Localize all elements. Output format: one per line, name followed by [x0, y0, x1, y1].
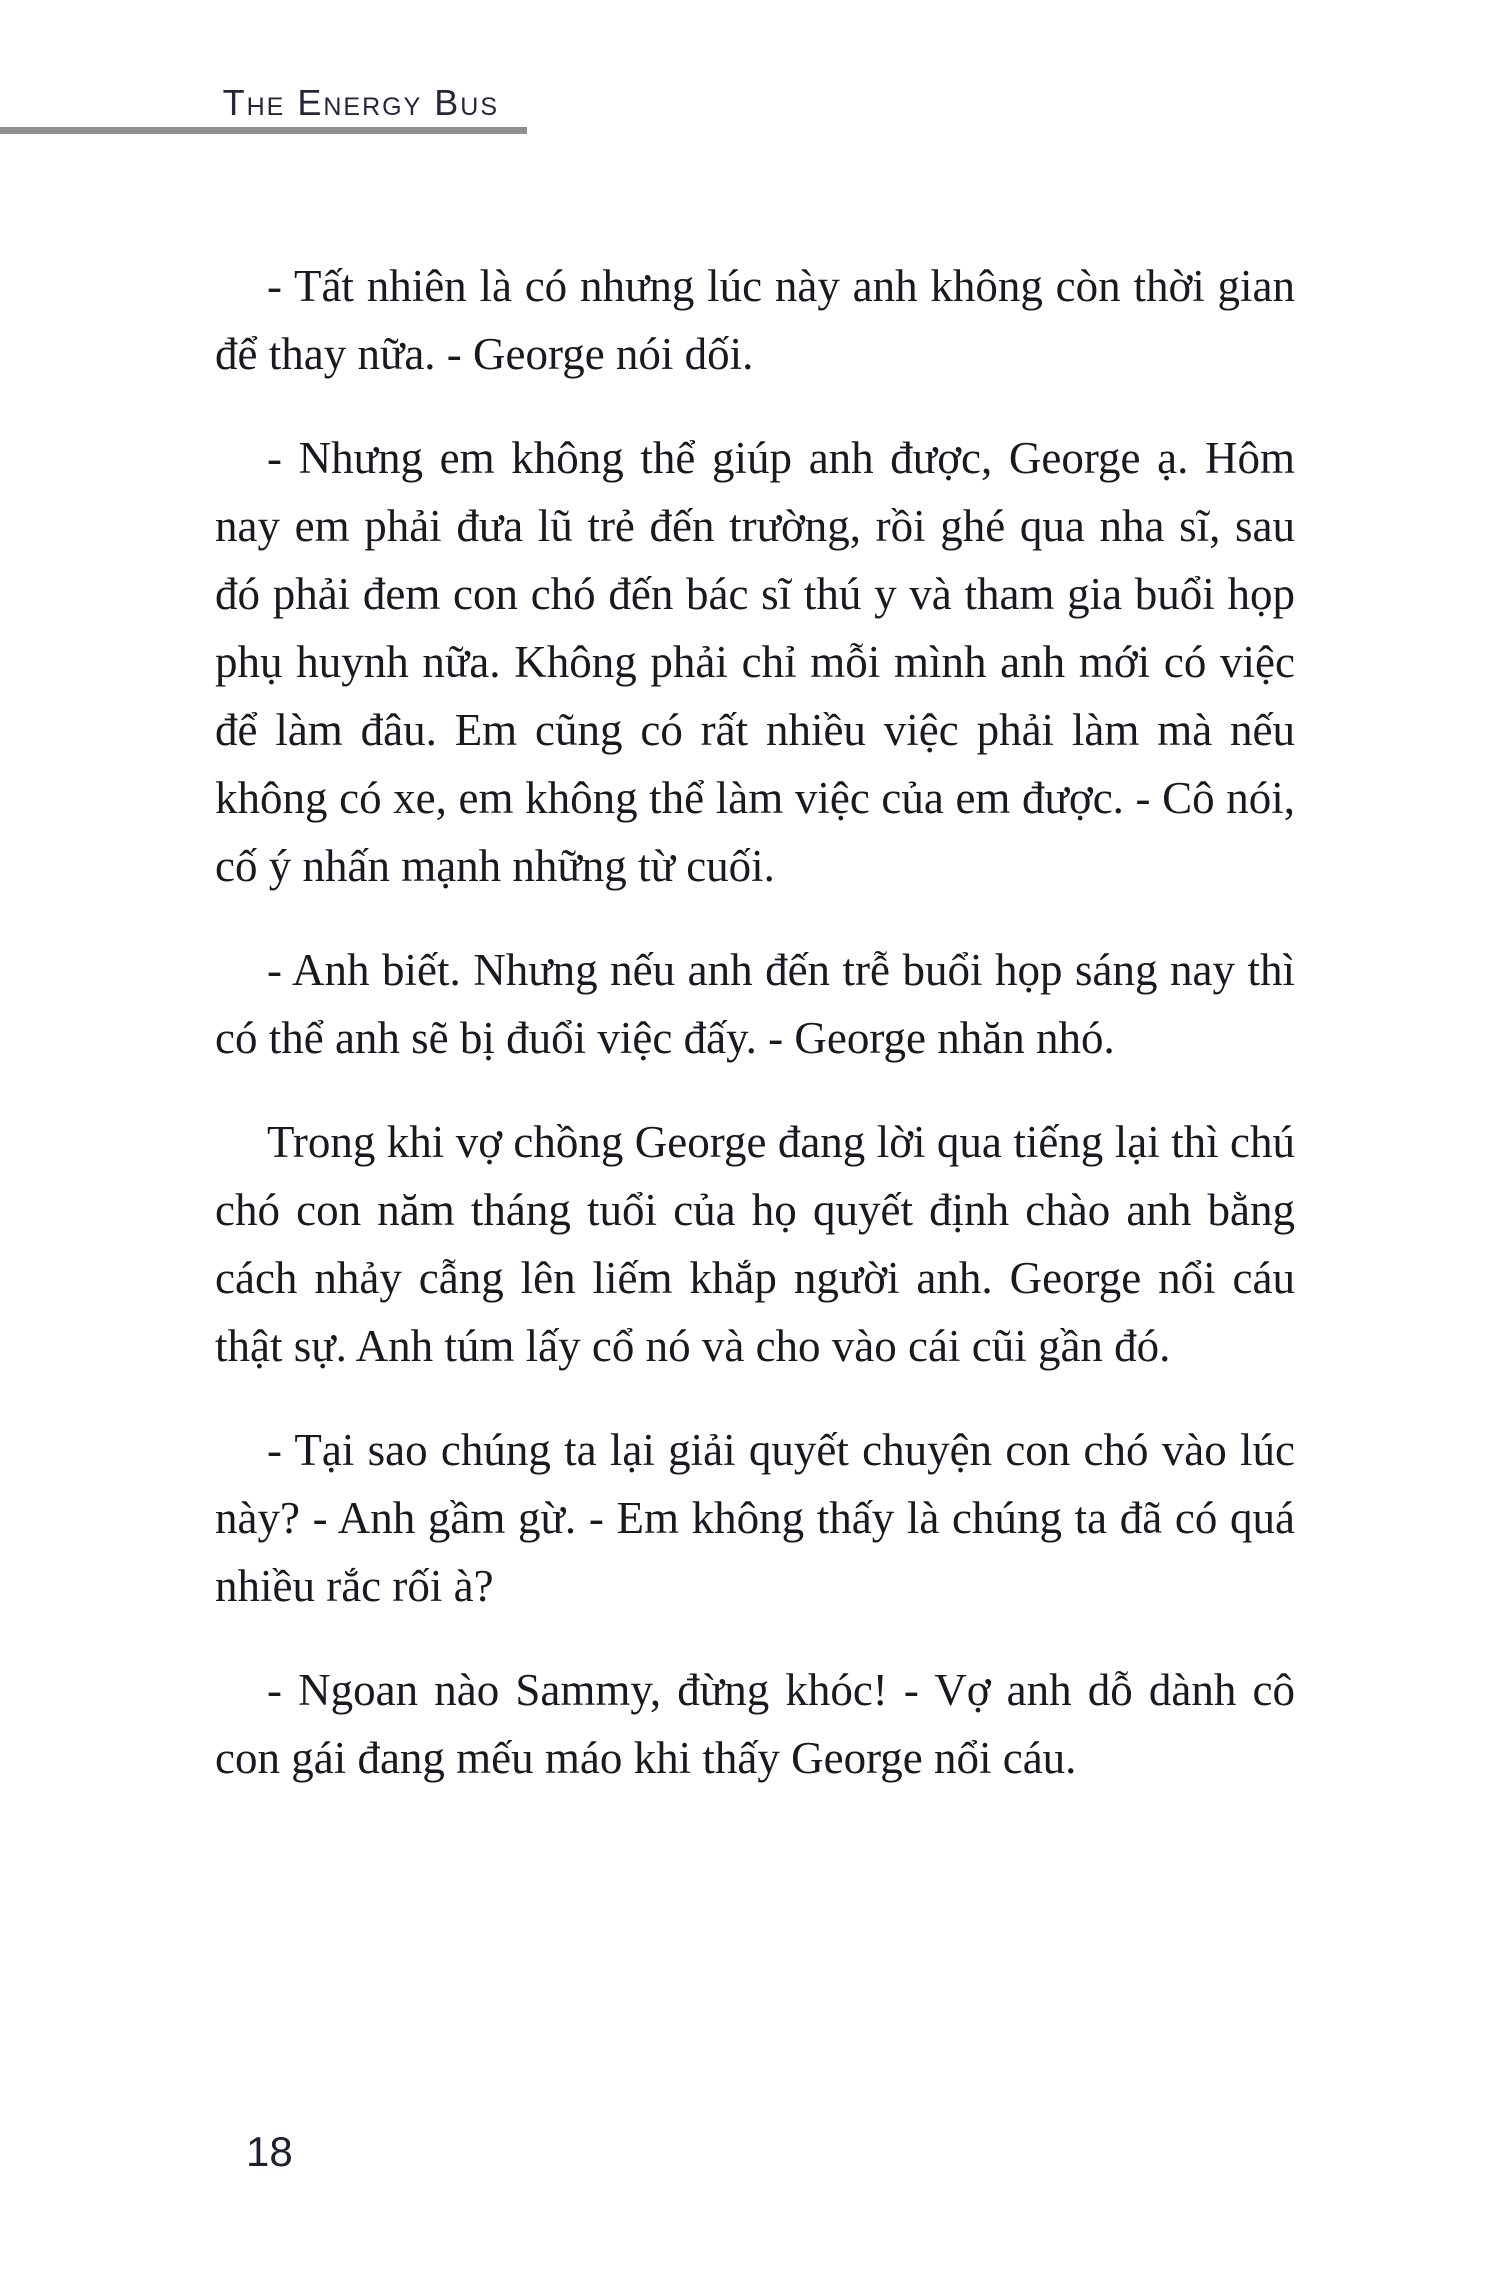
paragraph: - Tất nhiên là có nhưng lúc này anh không còn thời gian để thay nữa. - George nói dối. [215, 261, 1295, 379]
paragraph: - Tại sao chúng ta lại giải quyết chuyện con chó vào lúc này? - Anh gầm gừ. - Em không thấy là chúng ta đã có quá nhiều rắc rối à? [215, 1425, 1295, 1611]
paragraph: - Nhưng em không thể giúp anh được, George ạ. Hôm nay em phải đưa lũ trẻ đến trường, rồi ghé qua nha sĩ, sau đó phải đem con chó đến bác sĩ thú y và tham gia buổi họp phụ huynh nữa. Không phải chỉ mỗi mình anh mới có việc để làm đâu. Em cũng có rất nhiều việc phải làm mà nếu không có xe, em không thể làm việc của em được. - Cô nói, cố ý nhấn mạnh những từ cuối. [215, 433, 1295, 891]
paragraph: - Ngoan nào Sammy, đừng khóc! - Vợ anh dỗ dành cô con gái đang mếu máo khi thấy George nổi cáu. [215, 1665, 1295, 1783]
page-header [0, 82, 527, 124]
running-head-title: The Energy Bus [222, 82, 499, 123]
header-rule [0, 127, 527, 134]
page-body [215, 252, 1295, 1828]
paragraph: Trong khi vợ chồng George đang lời qua tiếng lại thì chú chó con năm tháng tuổi của họ quyết định chào anh bằng cách nhảy cẫng lên liếm khắp người anh. George nổi cáu thật sự. Anh túm lấy cổ nó và cho vào cái cũi gần đó. [215, 1117, 1295, 1371]
paragraph: - Anh biết. Nhưng nếu anh đến trễ buổi họp sáng nay thì có thể anh sẽ bị đuổi việc đấy. - George nhăn nhó. [215, 945, 1295, 1063]
page-number: 18 [246, 2128, 293, 2175]
